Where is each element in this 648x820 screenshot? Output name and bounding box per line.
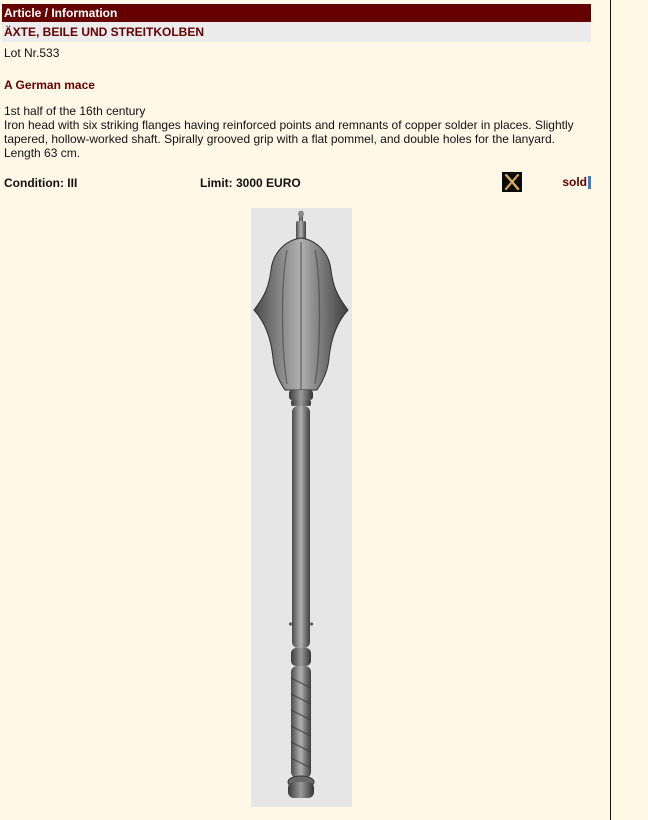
category-title: ÄXTE, BEILE UND STREITKOLBEN xyxy=(4,25,205,39)
section-header-title: Article / Information xyxy=(4,6,118,20)
article-panel xyxy=(2,4,591,194)
article-description xyxy=(2,104,591,160)
condition-label: Condition: III xyxy=(4,176,78,190)
x-logo-icon[interactable] xyxy=(502,172,522,192)
article-meta-row xyxy=(2,172,591,194)
description-line: Length 63 cm. xyxy=(4,146,81,160)
description-line: Iron head with six striking flanges having reinforced points and remnants of copper solder in places. Slightly tapered, hollow-worked shaft. Spirally grooved grip with a flat pommel, and double holes for the lanyard. xyxy=(4,118,574,146)
status-badge: sold xyxy=(562,176,591,189)
lot-number: Lot Nr.533 xyxy=(4,46,60,60)
section-header xyxy=(2,4,591,22)
description-line: 1st half of the 16th century xyxy=(4,104,146,118)
limit-label: Limit: 3000 EURO xyxy=(200,176,301,190)
category-bar xyxy=(2,22,591,42)
article-image[interactable] xyxy=(251,208,352,807)
article-title: A German mace xyxy=(4,78,95,92)
right-divider xyxy=(610,0,611,820)
